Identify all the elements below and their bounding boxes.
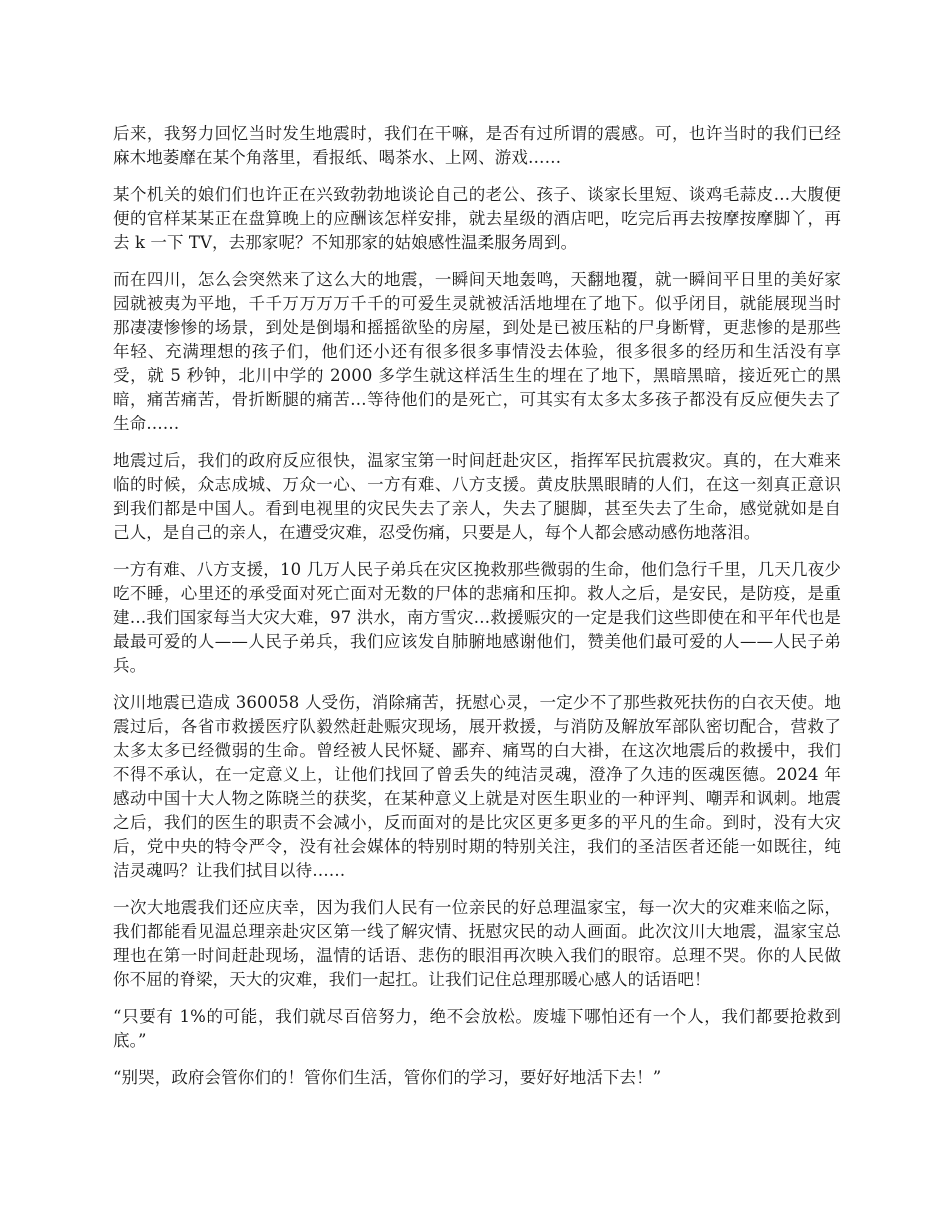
paragraph-government-response: 地震过后，我们的政府反应很快，温家宝第一时间赶赴灾区，指挥军民抗震救灾。真的，在大难来临的时候，众志成城、万众一心、一方有难、八方支援。黄皮肤黑眼睛的人们，在这一刻真正意识到我们都是中国人。看到电视里的灾民失去了亲人，失去了腿脚，甚至失去了生命，感觉就如是自己人，是自己的亲人，在遭受灾难，忍受伤痛，只要是人，每个人都会感动感伤地落泪。 (113, 451, 841, 542)
document-body (113, 122, 841, 1103)
quote-rescue: “只要有 1%的可能，我们就尽百倍努力，绝不会放松。废墟下哪怕还有一个人，我们都要抢救到底。” (113, 1007, 841, 1050)
paragraph-medical-teams: 汶川地震已造成 360058 人受伤，消除痛苦，抚慰心灵，一定少不了那些救死扶伤的白衣天使。地震过后，各省市救援医疗队毅然赶赴赈灾现场，展开救援，与消防及解放军部队密切配合，营救了太多太多已经微弱的生命。曾经被人民怀疑、鄙弃、痛骂的白大褂，在这次地震后的救援中，我们不得不承认，在一定意义上，让他们找回了曾丢失的纯洁灵魂，澄净了久违的医魂医德。2024 年感动中国十大人物之陈晓兰的获奖，在某种意义上就是对医生职业的一种评判、嘲弄和讽刺。地震之后，我们的医生的职责不会减小，反而面对的是比灾区更多更多的平凡的生命。到时，没有大灾后，党中央的特令严令，没有社会媒体的特别时期的特别关注，我们的圣洁医者还能一如既往，纯洁灵魂吗？让我们拭目以待…… (113, 693, 841, 880)
paragraph-soldiers: 一方有难、八方支援，10 几万人民子弟兵在灾区挽救那些微弱的生命，他们急行千里，几天几夜少吃不睡，心里还的承受面对死亡面对无数的尸体的悲痛和压抑。救人之后，是安民，是防疫，是重建…我们国家每当大灾大难，97 洪水，南方雪灾…救援赈灾的一定是我们这些即使在和平年代也是最最可爱的人——人民子弟兵，我们应该发自肺腑地感谢他们，赞美他们最可爱的人——人民子弟兵。 (113, 560, 841, 675)
paragraph-recollection: 后来，我努力回忆当时发生地震时，我们在干嘛，是否有过所谓的震感。可，也许当时的我们已经麻木地萎靡在某个角落里，看报纸、喝茶水、上网、游戏…… (113, 124, 841, 167)
paragraph-sichuan-earthquake: 而在四川，怎么会突然来了这么大的地震，一瞬间天地轰鸣，天翻地覆，就一瞬间平日里的美好家园就被夷为平地，千千万万万万千千的可爱生灵就被活活地埋在了地下。似乎闭目，就能展现当时那凄凄惨惨的场景，到处是倒塌和摇摇欲坠的房屋，到处是已被压粘的尸身断臂，更悲惨的是那些年轻、充满理想的孩子们，他们还小还有很多很多事情没去体验，很多很多的经历和生活没有享受，就 5 秒钟，北川中学的 2000 多学生就这样活生生的埋在了地下，黑暗黑暗，接近死亡的黑暗，痛苦痛苦，骨折断腿的痛苦…等待他们的是死亡，可其实有太多太多孩子都没有反应便失去了生命…… (113, 270, 841, 433)
paragraph-premier: 一次大地震我们还应庆幸，因为我们人民有一位亲民的好总理温家宝，每一次大的灾难来临之际，我们都能看见温总理亲赴灾区第一线了解灾情、抚慰灾民的动人画面。此次汶川大地震，温家宝总理也在第一时间赶赴现场，温情的话语、悲伤的眼泪再次映入我们的眼帘。总理不哭。你的人民做你不屈的脊梁，天大的灾难，我们一起扛。让我们记住总理那暖心感人的话语吧！ (113, 898, 841, 989)
quote-dont-cry: “别哭，政府会管你们的！管你们生活，管你们的学习，要好好地活下去！” (113, 1068, 662, 1087)
paragraph-officials: 某个机关的娘们们也许正在兴致勃勃地谈论自己的老公、孩子、谈家长里短、谈鸡毛蒜皮…大腹便便的官样某某正在盘算晚上的应酬该怎样安排，就去星级的酒店吧，吃完后再去按摩按摩脚丫，再去 k 一下 TV，去那家呢？不知那家的姑娘感性温柔服务周到。 (113, 185, 841, 252)
